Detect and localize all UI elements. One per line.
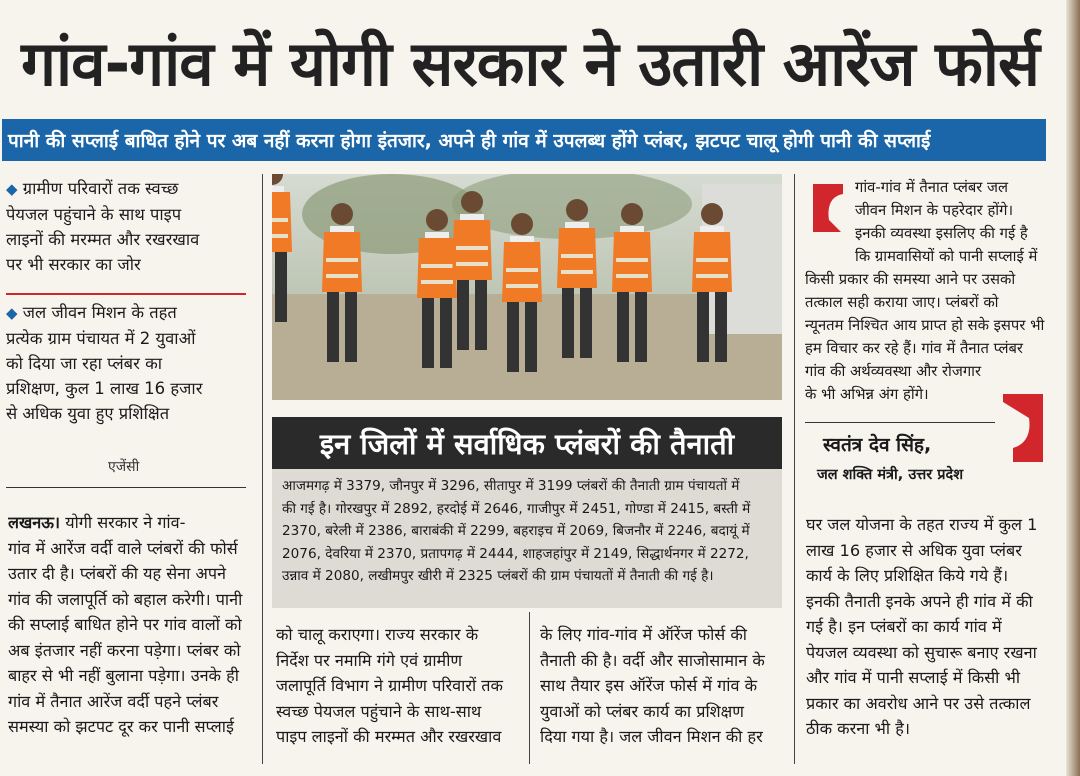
- quote-rule: [805, 422, 995, 423]
- body-line: के लिए गांव-गांव में ऑरेंज फोर्स की: [540, 625, 747, 644]
- body-line: की सप्लाई बाधित होने पर गांव वालों को: [8, 615, 242, 634]
- plumbers-photo: [272, 174, 782, 400]
- quote-line: इनकी व्यवस्था इसलिए की गई है: [855, 225, 1028, 242]
- body-line: युवाओं को प्लंबर कार्य का प्रशिक्षण: [540, 701, 744, 721]
- body-line: निर्देश पर नमामि गंगे एवं ग्रामीण: [276, 650, 463, 670]
- body-line: घर जल योजना के तहत राज्य में कुल 1: [806, 515, 1038, 534]
- body-line: समस्या को झटपट दूर कर पानी सप्लाई: [8, 717, 234, 736]
- highlight-1-line: पर भी सरकार का जोर: [6, 255, 141, 274]
- plumbers-group-illustration: [272, 174, 782, 400]
- quote-close-icon: [999, 392, 1047, 464]
- highlight-divider: [6, 293, 246, 295]
- quote-line: किसी प्रकार की समस्या आने पर उसको: [805, 271, 1016, 288]
- body-line: उतार दी है। प्लंबरों की यह सेना अपने: [8, 564, 227, 583]
- highlight-2-line: प्रशिक्षण, कुल 1 लाख 16 हजार: [6, 379, 203, 398]
- quote-line: गांव की अर्थव्यवस्था और रोजगार: [805, 363, 982, 380]
- agency-credit: एजेंसी: [108, 459, 140, 475]
- minister-quote-box: [803, 174, 1050, 499]
- subheadline-bar: पानी की सप्लाई बाधित होने पर अब नहीं करना होगा इंतजार, अपने ही गांव में उपलब्ध होंगे प्लंबर, झटपट चालू होगी पानी की सप्लाई: [2, 119, 1046, 161]
- body-line: स्वच्छ पेयजल पहुंचाने के साथ-साथ: [276, 701, 482, 721]
- body-line: को चालू कराएगा। राज्य सरकार के: [276, 625, 479, 644]
- district-line: की गई है। गोरखपुर में 2892, हरदोई में 2646, गाजीपुर में 2451, गोण्डा में 2415, बस्ती में: [282, 500, 751, 517]
- body-line: कार्य के लिए प्रशिक्षित किये गये हैं।: [806, 566, 1009, 585]
- district-line: 2370, बरेली में 2386, बाराबंकी में 2299, बहराइच में 2069, बिजनौर में 2246, बदायूं में: [282, 523, 750, 539]
- column-separator: [529, 612, 530, 764]
- body-line: तैनाती की है। वर्दी और साजोसामान के: [540, 650, 765, 670]
- body-line: पाइप लाइनों की मरम्मत और रखरखाव: [276, 727, 502, 746]
- body-line: पेयजल व्यवस्था को सुचारू बनाए रखना: [806, 642, 1037, 662]
- body-line: बाहर से भी नहीं बुलाना पड़ेगा। उनके ही: [8, 666, 239, 685]
- body-line: योगी सरकार ने गांव-: [65, 513, 186, 532]
- body-line: प्रकार का अवरोध आने पर उसे तत्काल: [806, 693, 1031, 713]
- quote-line: न्यूनतम निश्चित आय प्राप्त हो सके इसपर भी: [805, 317, 1045, 334]
- highlight-1-line: लाइनों की मरम्मत और रखरखाव: [6, 230, 200, 249]
- highlight-2-line: से अधिक युवा हुए प्रशिक्षित: [6, 404, 170, 423]
- quote-line: तत्काल सही कराया जाए। प्लंबरों को: [805, 294, 999, 311]
- body-line: गांव में आरेंज वर्दी वाले प्लंबरों की फोर्स: [8, 538, 238, 558]
- highlight-1-line: पेयजल पहुंचाने के साथ पाइप: [6, 205, 182, 224]
- body-line: जलापूर्ति विभाग ने ग्रामीण परिवारों तक: [276, 676, 503, 695]
- quote-line: कि ग्रामवासियों को पानी सप्लाई में: [855, 248, 1038, 265]
- body-line: इनकी तैनाती इनके अपने ही गांव में की: [806, 591, 1033, 611]
- body-line: लाख 16 हजार से अधिक युवा प्लंबर: [806, 540, 1022, 560]
- column-separator: [262, 174, 263, 764]
- speaker-name: स्वतंत्र देव सिंह,: [823, 434, 932, 456]
- article-column-2: [276, 622, 521, 750]
- highlight-1-line: ग्रामीण परिवारों तक स्वच्छ: [22, 179, 179, 198]
- body-line: गांव की जलापूर्ति को बहाल करेगी। पानी: [8, 589, 243, 609]
- column-separator: [794, 174, 795, 764]
- speaker-title: जल शक्ति मंत्री, उत्तर प्रदेश: [817, 467, 964, 483]
- district-stats-box: [272, 469, 782, 608]
- diamond-bullet-icon: ◆: [6, 304, 18, 322]
- quote-line: गांव-गांव में तैनात प्लंबर जल: [855, 179, 1009, 196]
- body-line: साथ तैयार इस ऑरेंज फोर्स में गांव के: [540, 676, 758, 695]
- quote-open-icon: [807, 180, 847, 236]
- agency-rule: [6, 487, 246, 488]
- highlight-2-line: जल जीवन मिशन के तहत: [22, 303, 177, 322]
- body-line: गई है। इन प्लंबरों का कार्य गांव में: [806, 617, 1002, 636]
- body-line: ठीक करना भी है।: [806, 719, 910, 738]
- dateline: लखनऊ।: [8, 513, 61, 532]
- district-box-title: इन जिलों में सर्वाधिक प्लंबरों की तैनाती: [272, 417, 782, 469]
- quote-line: के भी अभिन्न अंग होंगे।: [805, 386, 929, 403]
- body-line: दिया गया है। जल जीवन मिशन की हर: [540, 727, 763, 746]
- article-column-1: [8, 510, 250, 740]
- page-fold-edge: [1066, 0, 1080, 776]
- highlight-1: [6, 176, 246, 277]
- diamond-bullet-icon: ◆: [6, 180, 18, 198]
- body-line: गांव में तैनात आरेंज वर्दी पहने प्लंबर: [8, 691, 219, 711]
- body-line: और गांव में पानी सप्लाई में किसी भी: [806, 668, 1021, 687]
- quote-line: हम विचार कर रहे हैं। गांव में तैनात प्लंबर: [805, 340, 1023, 357]
- body-line: अब इंतजार नहीं करना पड़ेगा। प्लंबर को: [8, 640, 241, 660]
- highlight-2: [6, 300, 246, 426]
- article-column-3: [540, 622, 785, 750]
- district-line: उन्नाव में 2080, लखीमपुर खीरी में 2325 प्लंबरों की ग्राम पंचायतों में तैनाती की गई है।: [282, 568, 714, 584]
- district-line: 2076, देवरिया में 2370, प्रतापगढ़ में 2444, शाहजहांपुर में 2149, सिद्धार्थनगर में 2272,: [282, 545, 749, 562]
- quote-line: जीवन मिशन के पहरेदार होंगे।: [855, 202, 1014, 219]
- headline: गांव-गांव में योगी सरकार ने उतारी आरेंज फोर्स: [21, 27, 1039, 100]
- highlight-2-line: प्रत्येक ग्राम पंचायत में 2 युवाओं: [6, 329, 196, 348]
- highlight-2-line: को दिया जा रहा प्लंबर का: [6, 354, 163, 373]
- article-column-4: [806, 512, 1046, 742]
- district-line: आजमगढ़ में 3379, जौनपुर में 3296, सीतापुर में 3199 प्लंबरों की तैनाती ग्राम पंचायतों में: [282, 478, 740, 494]
